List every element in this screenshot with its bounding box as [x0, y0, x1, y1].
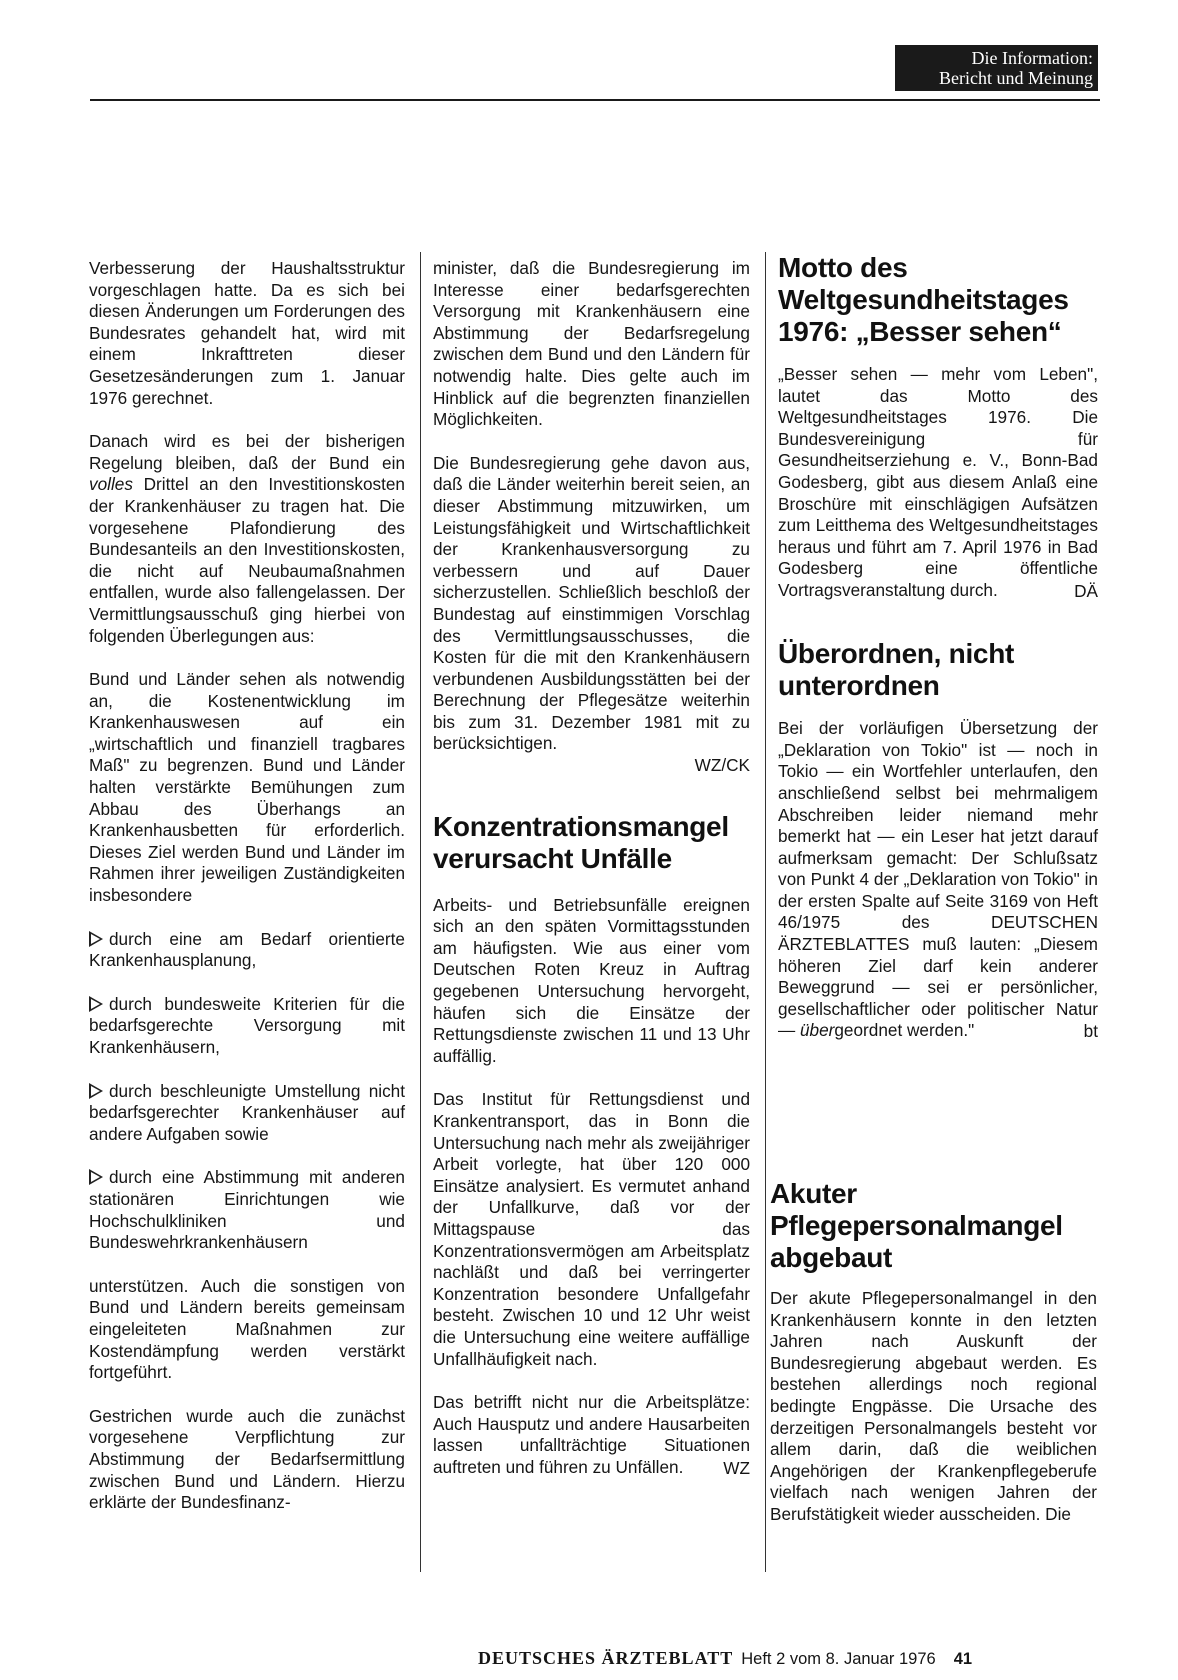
column-3: [778, 252, 1098, 1043]
bullet-item: [89, 1081, 405, 1146]
paragraph: Gestrichen wurde auch die zunächst vorgesehene Verpflichtung zur Abstimmung der Bedarfsermittlung zwischen Bund und Ländern. Hierzu erklärte der Bundesfinanz-: [89, 1405, 405, 1513]
bullet-text: durch bundesweite Kriterien für die bedarfsgerechte Versorgung mit Krankenhäusern,: [89, 993, 405, 1057]
bullet-text: durch eine Abstimmung mit anderen stationären Einrichtungen wie Hochschulkliniken und Bundeswehrkrankenhäusern: [89, 1167, 405, 1253]
text-run: geordnet werden.": [834, 1020, 975, 1041]
section-label-line-2: Bericht und Meinung: [939, 68, 1093, 88]
text-run: Drittel an den Investitionskosten der Krankenhäuser zu tragen hat. Die vorgesehene Plafondierung des Bundesanteils an den Investitionskosten, die nicht auf Neubaumaßnahmen entfallen, wurde also fallengelassen. Der Vermittlungsausschuß ging hierbei von folgenden Überlegungen aus:: [89, 474, 405, 646]
emphasis: volles: [89, 474, 133, 495]
paragraph: Der akute Pflegepersonalmangel in den Krankenhäusern konnte in den letzten Jahren nach Auskunft der Bundesregierung abgebaut werden. Es bestehen allerdings noch regional bedingte Engpässe. Die Ursache des derzeitigen Personalmangels besteht vor allem darin, daß die weiblichen Angehörigen der Krankenpflegeberufe vielfach nach wenigen Jahren der Berufstätigkeit wieder ausscheiden. Die: [770, 1288, 1097, 1524]
author-initials: bt: [1083, 1021, 1098, 1042]
section-label-line-1: Die Information:: [971, 48, 1093, 68]
bullet-item: [89, 994, 405, 1059]
paragraph: minister, daß die Bundesregierung im Interesse einer bedarfsgerechten Versorgung mit Krankenhäusern eine Abstimmung der Bedarfsregelung zwischen dem Bund und den Ländern für notwendig halte. Dies gelte auch im Hinblick auf die begrenzten finanziellen Möglichkeiten.: [433, 258, 750, 430]
author-initials: WZ/CK: [694, 755, 750, 776]
page-number: 41: [953, 1650, 973, 1668]
paragraph: Arbeits- und Betriebsunfälle ereignen sich an den späten Vormittagsstunden am häufigsten. Wie aus einer vom Deutschen Roten Kreuz in Auftrag gegebenen Untersuchung hervorgeht, häufen sich die Einsätze der Rettungsdienste zwischen 11 und 13 Uhr auffällig.: [433, 894, 750, 1066]
paragraph: [89, 431, 405, 647]
bullet-text: durch beschleunigte Umstellung nicht bedarfsgerechter Krankenhäuser auf andere Aufgaben sowie: [89, 1080, 405, 1144]
triangle-bullet-icon: [89, 996, 103, 1012]
bullet-text: durch eine am Bedarf orientierte Krankenhausplanung,: [89, 928, 405, 971]
author-initials: DÄ: [1074, 580, 1098, 601]
article-headline: Motto des Weltgesundheitstages 1976: „Besser sehen“: [778, 252, 1069, 347]
article-headline: Überordnen, nicht unterordnen: [778, 638, 1015, 702]
text-run: Bei der vorläufigen Übersetzung der „Deklaration von Tokio" ist — noch in Tokio — ein Wortfehler unterlaufen, den anschließend selbst bei mehrmaligem Abschreiben leider niemand mehr bemerkt hat — ein Leser hat jetzt darauf aufmerksam gemacht: Der Schlußsatz von Punkt 4 der „Deklaration von Tokio" in der ersten Spalte auf Seite 3169 von Heft 46/1975 des DEUTSCHEN ÄRZTEBLATTES muß lauten: „Diesem höheren Ziel darf kein anderer Beweggrund — sei er persönlicher, gesellschaftlicher oder politischer Natur —: [778, 718, 1098, 1041]
triangle-bullet-icon: [89, 1083, 103, 1099]
paragraph: [778, 718, 1098, 1042]
emphasis: über: [799, 1020, 835, 1041]
header-rule: [90, 99, 1100, 101]
bullet-item: [89, 1167, 405, 1253]
author-initials: WZ: [723, 1457, 750, 1478]
triangle-bullet-icon: [89, 1169, 103, 1185]
signature-row: [433, 755, 750, 777]
column-3-lower: [770, 1178, 1097, 1526]
article-headline: Akuter Pflegepersonalmangel abgebaut: [770, 1178, 1063, 1273]
text-run: Danach wird es bei der bisherigen Regelung bleiben, daß der Bund ein: [89, 431, 405, 473]
column-2: [433, 258, 750, 1479]
paragraph: Verbesserung der Haushaltsstruktur vorgeschlagen hatte. Da es sich bei diesen Änderungen um Forderungen des Bundesrates gehandelt hat, wird mit einem Inkrafttreten dieser Gesetzesänderungen zum 1. Januar 1976 gerechnet.: [89, 258, 405, 408]
bullet-item: [89, 929, 405, 972]
issue-info: Heft 2 vom 8. Januar 1976: [741, 1650, 936, 1668]
column-divider-1: [420, 252, 421, 1572]
page-footer: [478, 1648, 972, 1669]
section-label: [895, 45, 1098, 91]
paragraph: Bund und Länder sehen als notwendig an, die Kostenentwicklung im Krankenhauswesen auf ein „wirtschaftlich und finanziell tragbares Maß" zu begrenzen. Bund und Länder halten verstärkte Bemühungen zum Abbau des Überhangs an Krankenhausbetten für erforderlich. Dieses Ziel werden Bund und Länder im Rahmen ihrer jeweiligen Zuständigkeiten insbesondere: [89, 669, 405, 906]
column-divider-2: [765, 252, 766, 1572]
paragraph: Die Bundesregierung gehe davon aus, daß die Länder weiterhin bereit seien, an dieser Abstimmung mitzuwirken, um Leistungsfähigkeit und Wirtschaftlichkeit der Krankenhausversorgung zu verbessern und auf Dauer sicherzustellen. Schließlich beschloß der Bundestag auf einstimmigen Vorschlag des Vermittlungsausschusses, die Kosten für die mit den Krankenhäusern verbundenen Ausbildungsstätten bei der Berechnung der Pflegesätze weiterhin bis zum 31. Dezember 1981 mit zu berücksichtigen.: [433, 452, 750, 754]
column-1: [89, 258, 405, 1514]
article-headline: Konzentrationsmangel verursacht Unfälle: [433, 810, 729, 874]
paragraph: Das Institut für Rettungsdienst und Krankentransport, das in Bonn die Untersuchung nach mehr als zweijähriger Arbeit vorlegte, hat über 120 000 Einsätze analysiert. Es vermutet anhand der Unfallkurve, daß vor der Mittagspause das Konzentrationsvermögen am Arbeitsplatz nachläßt und daß bei verringerter Konzentration besondere Unfallgefahr besteht. Zwischen 10 und 12 Uhr weist die Untersuchung eine weitere auffällige Unfallhäufigkeit nach.: [433, 1089, 750, 1369]
paragraph: „Besser sehen — mehr vom Leben", lautet das Motto des Weltgesundheitstages 1976. Die Bundesvereinigung für Gesundheitserziehung e. V., Bonn-Bad Godesberg, gibt aus diesem Anlaß eine Broschüre mit einschlägigen Aufsätzen zum Leitthema des Weltgesundheitstages heraus und führt am 7. April 1976 in Bad Godesberg eine öffentliche Vortragsveranstaltung durch.: [778, 364, 1098, 600]
triangle-bullet-icon: [89, 931, 103, 947]
paragraph: Das betrifft nicht nur die Arbeitsplätze: Auch Hausputz und andere Hausarbeiten lassen unfallträchtige Situationen auftreten und führen zu Unfällen.: [433, 1392, 750, 1477]
magazine-name: DEUTSCHES ÄRZTEBLATT: [478, 1648, 734, 1668]
paragraph: unterstützen. Auch die sonstigen von Bund und Ländern bereits gemeinsam eingeleiteten Maßnahmen zur Kostendämpfung werden verstärkt fortgeführt.: [89, 1275, 405, 1383]
